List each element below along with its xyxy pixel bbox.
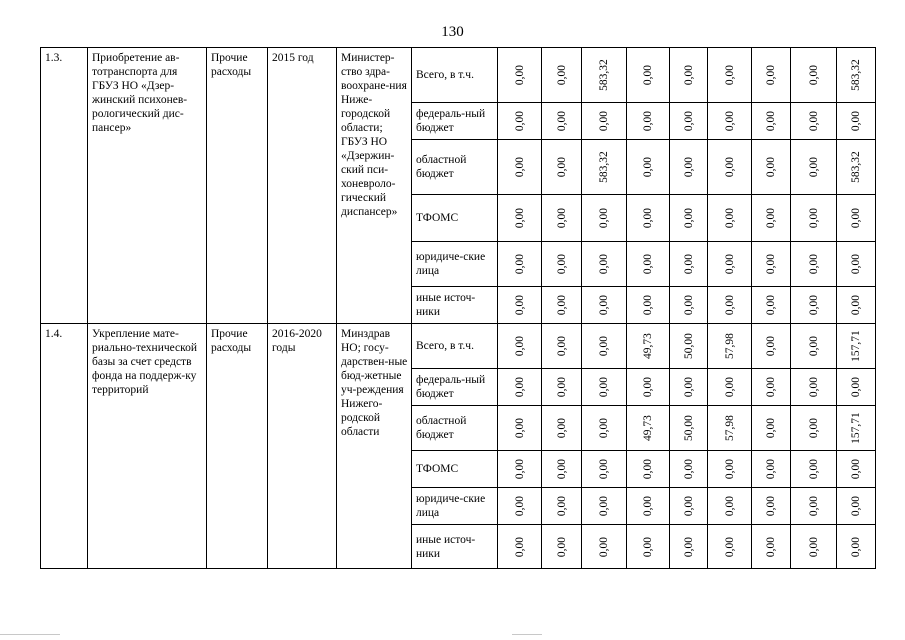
funding-source-cell: федераль-ный бюджет: [412, 103, 498, 140]
amount-value: 0,00: [555, 335, 568, 357]
amount-value: 0,00: [765, 110, 777, 132]
amount-value: 0,00: [513, 376, 526, 398]
amount-cell: [542, 48, 582, 103]
amount-cell: [752, 103, 791, 140]
amount-cell: [670, 242, 708, 287]
amount-cell: [837, 406, 876, 451]
amount-value: 50,00: [682, 415, 695, 441]
amount-value: 0,00: [598, 536, 610, 557]
amount-cell: [791, 369, 837, 406]
amount-value: 0,00: [598, 294, 610, 316]
amount-value: 0,00: [598, 207, 610, 229]
amount-cell: [627, 103, 670, 140]
amount-cell: [708, 195, 752, 242]
amount-cell: [542, 242, 582, 287]
amount-cell: [542, 324, 582, 369]
amount-cell: [498, 140, 542, 195]
amount-value: 0,00: [723, 294, 736, 316]
amount-cell: [542, 287, 582, 324]
funding-source-cell: иные источ-ники: [412, 287, 498, 324]
amount-cell: [752, 406, 791, 451]
amount-cell: [837, 103, 876, 140]
amount-value: 0,00: [555, 417, 568, 439]
amount-value: 0,00: [807, 495, 820, 517]
amount-cell: [791, 287, 837, 324]
amount-value: 0,00: [723, 376, 736, 398]
amount-value: 0,00: [642, 376, 654, 398]
amount-value: 0,00: [682, 495, 695, 517]
amount-value: 0,00: [513, 458, 526, 480]
amount-cell: [791, 451, 837, 488]
item-number-cell: 1.3.: [41, 48, 88, 324]
amount-value: 583,32: [850, 151, 862, 183]
amount-cell: [627, 242, 670, 287]
amount-value: 0,00: [807, 417, 820, 439]
amount-cell: [837, 525, 876, 569]
amount-cell: [542, 195, 582, 242]
amount-value: 0,00: [513, 207, 526, 229]
amount-cell: [670, 103, 708, 140]
scan-artifact-line: [0, 634, 60, 635]
funding-source-cell: областной бюджет: [412, 140, 498, 195]
period-cell: 2015 год: [268, 48, 337, 324]
amount-cell: [837, 451, 876, 488]
table-body: [41, 48, 876, 569]
amount-cell: [791, 195, 837, 242]
amount-cell: [498, 488, 542, 525]
amount-value: 0,00: [598, 335, 610, 357]
amount-cell: [627, 525, 670, 569]
amount-value: 583,32: [850, 59, 862, 91]
amount-value: 0,00: [723, 207, 736, 229]
amount-value: 0,00: [765, 207, 777, 229]
amount-cell: [791, 48, 837, 103]
amount-value: 0,00: [723, 495, 736, 517]
amount-value: 0,00: [513, 495, 526, 517]
period-cell: 2016-2020 годы: [268, 324, 337, 569]
amount-value: 0,00: [807, 536, 820, 557]
amount-value: 0,00: [555, 253, 568, 275]
amount-cell: [708, 324, 752, 369]
amount-cell: [582, 140, 627, 195]
amount-value: 0,00: [555, 64, 568, 86]
amount-cell: [708, 525, 752, 569]
amount-value: 0,00: [513, 156, 526, 178]
funding-source-cell: Всего, в т.ч.: [412, 48, 498, 103]
amount-cell: [708, 488, 752, 525]
amount-cell: [708, 369, 752, 406]
amount-cell: [498, 406, 542, 451]
amount-cell: [670, 369, 708, 406]
amount-cell: [837, 140, 876, 195]
amount-cell: [752, 369, 791, 406]
amount-value: 0,00: [682, 536, 695, 557]
amount-value: 157,71: [850, 330, 862, 362]
amount-cell: [791, 140, 837, 195]
amount-value: 0,00: [642, 253, 654, 275]
amount-cell: [542, 103, 582, 140]
amount-value: 0,00: [642, 110, 654, 132]
amount-cell: [498, 48, 542, 103]
amount-cell: [837, 324, 876, 369]
amount-value: 0,00: [555, 495, 568, 517]
amount-cell: [627, 406, 670, 451]
amount-value: 0,00: [765, 417, 777, 439]
amount-cell: [498, 287, 542, 324]
expense-type-cell: Прочие расходы: [207, 48, 268, 324]
amount-value: 0,00: [555, 294, 568, 316]
amount-value: 0,00: [765, 253, 777, 275]
amount-value: 0,00: [850, 294, 862, 316]
amount-value: 0,00: [682, 64, 695, 86]
amount-cell: [582, 324, 627, 369]
amount-value: 0,00: [723, 110, 736, 132]
amount-value: 0,00: [555, 207, 568, 229]
item-number-cell: 1.4.: [41, 324, 88, 569]
amount-cell: [708, 48, 752, 103]
table-row: [41, 324, 876, 369]
amount-value: 0,00: [598, 495, 610, 517]
amount-cell: [791, 488, 837, 525]
amount-value: 0,00: [807, 110, 820, 132]
amount-value: 0,00: [807, 64, 820, 86]
amount-value: 0,00: [807, 253, 820, 275]
amount-cell: [791, 242, 837, 287]
amount-value: 0,00: [682, 110, 695, 132]
item-name-cell: Укрепление мате-риально-технической базы за счет средств фонда на поддерж-ку территорий: [88, 324, 207, 569]
amount-cell: [582, 369, 627, 406]
amount-cell: [837, 488, 876, 525]
amount-cell: [791, 103, 837, 140]
amount-cell: [708, 287, 752, 324]
amount-cell: [627, 287, 670, 324]
amount-cell: [498, 324, 542, 369]
amount-value: 0,00: [682, 458, 695, 480]
amount-value: 0,00: [850, 376, 862, 398]
amount-value: 0,00: [765, 495, 777, 517]
amount-cell: [752, 242, 791, 287]
amount-value: 0,00: [513, 64, 526, 86]
funding-source-cell: ТФОМС: [412, 195, 498, 242]
amount-value: 0,00: [807, 294, 820, 316]
amount-value: 0,00: [723, 458, 736, 480]
amount-cell: [498, 451, 542, 488]
amount-cell: [837, 195, 876, 242]
amount-value: 0,00: [513, 335, 526, 357]
amount-cell: [582, 525, 627, 569]
executor-cell: Минздрав НО; госу-дарствен-ные бюд-жетные уч-реждения Нижего-родской области: [337, 324, 412, 569]
amount-cell: [708, 103, 752, 140]
amount-value: 0,00: [850, 458, 862, 480]
amount-cell: [498, 525, 542, 569]
amount-cell: [542, 488, 582, 525]
amount-value: 583,32: [598, 59, 610, 91]
amount-cell: [582, 406, 627, 451]
amount-cell: [627, 48, 670, 103]
amount-cell: [752, 140, 791, 195]
amount-cell: [752, 324, 791, 369]
amount-cell: [791, 406, 837, 451]
amount-value: 0,00: [642, 458, 654, 480]
amount-cell: [498, 369, 542, 406]
amount-value: 0,00: [723, 536, 736, 557]
amount-value: 0,00: [598, 376, 610, 398]
amount-cell: [708, 451, 752, 488]
amount-value: 0,00: [765, 156, 777, 178]
amount-cell: [670, 324, 708, 369]
amount-value: 0,00: [765, 376, 777, 398]
amount-value: 0,00: [555, 536, 568, 557]
amount-cell: [752, 451, 791, 488]
amount-value: 0,00: [765, 458, 777, 480]
amount-cell: [837, 287, 876, 324]
amount-cell: [542, 406, 582, 451]
amount-cell: [670, 48, 708, 103]
funding-source-cell: юридиче-ские лица: [412, 488, 498, 525]
amount-value: 0,00: [555, 376, 568, 398]
page-number: 130: [441, 24, 464, 40]
amount-value: 57,98: [723, 415, 736, 441]
amount-cell: [837, 48, 876, 103]
amount-value: 0,00: [807, 156, 820, 178]
amount-cell: [627, 451, 670, 488]
amount-value: 0,00: [807, 335, 820, 357]
amount-value: 0,00: [642, 64, 654, 86]
amount-cell: [670, 488, 708, 525]
amount-value: 0,00: [807, 376, 820, 398]
amount-cell: [627, 369, 670, 406]
amount-cell: [752, 48, 791, 103]
amount-cell: [582, 488, 627, 525]
funding-source-cell: федераль-ный бюджет: [412, 369, 498, 406]
amount-cell: [837, 242, 876, 287]
amount-value: 0,00: [555, 156, 568, 178]
amount-value: 0,00: [723, 64, 736, 86]
amount-cell: [752, 488, 791, 525]
amount-value: 0,00: [598, 253, 610, 275]
amount-value: 0,00: [765, 335, 777, 357]
amount-value: 0,00: [642, 536, 654, 557]
amount-cell: [582, 195, 627, 242]
amount-value: 0,00: [765, 64, 777, 86]
amount-cell: [582, 103, 627, 140]
amount-cell: [837, 369, 876, 406]
amount-value: 0,00: [682, 156, 695, 178]
amount-cell: [670, 525, 708, 569]
funding-source-cell: юридиче-ские лица: [412, 242, 498, 287]
amount-value: 49,73: [642, 333, 654, 359]
amount-cell: [627, 195, 670, 242]
amount-value: 0,00: [850, 253, 862, 275]
amount-cell: [582, 287, 627, 324]
amount-value: 0,00: [598, 458, 610, 480]
amount-value: 0,00: [807, 207, 820, 229]
amount-cell: [498, 195, 542, 242]
item-name-cell: Приобретение ав-тотранспорта для ГБУЗ НО «Дзер-жинский психонев-рологический дис-пансер»: [88, 48, 207, 324]
amount-cell: [791, 324, 837, 369]
amount-cell: [670, 140, 708, 195]
executor-cell: Министер-ство здра-воохране-ния Ниже-городской области; ГБУЗ НО «Дзержин-ский пси-хоневроло-гический диспансер»: [337, 48, 412, 324]
amount-value: 0,00: [807, 458, 820, 480]
amount-value: 57,98: [723, 333, 736, 359]
financing-table: [40, 47, 876, 569]
amount-value: 0,00: [642, 156, 654, 178]
amount-cell: [670, 406, 708, 451]
amount-value: 0,00: [850, 207, 862, 229]
amount-value: 0,00: [598, 110, 610, 132]
amount-value: 0,00: [555, 458, 568, 480]
table-row: [41, 48, 876, 103]
amount-cell: [582, 451, 627, 488]
amount-value: 0,00: [513, 417, 526, 439]
amount-value: 0,00: [723, 253, 736, 275]
amount-value: 50,00: [682, 333, 695, 359]
amount-value: 0,00: [598, 417, 610, 439]
amount-value: 0,00: [642, 207, 654, 229]
amount-cell: [582, 242, 627, 287]
amount-value: 0,00: [513, 110, 526, 132]
funding-source-cell: иные источ-ники: [412, 525, 498, 569]
amount-value: 0,00: [642, 294, 654, 316]
amount-value: 49,73: [642, 415, 654, 441]
amount-cell: [627, 488, 670, 525]
amount-value: 0,00: [850, 536, 862, 557]
amount-cell: [498, 242, 542, 287]
amount-cell: [708, 242, 752, 287]
amount-cell: [670, 451, 708, 488]
amount-value: 583,32: [598, 151, 610, 183]
amount-cell: [670, 287, 708, 324]
amount-value: 0,00: [850, 495, 862, 517]
amount-cell: [791, 525, 837, 569]
amount-cell: [752, 195, 791, 242]
amount-value: 157,71: [850, 412, 862, 444]
amount-value: 0,00: [513, 294, 526, 316]
amount-value: 0,00: [642, 495, 654, 517]
amount-cell: [582, 48, 627, 103]
amount-cell: [542, 140, 582, 195]
amount-value: 0,00: [682, 207, 695, 229]
amount-cell: [627, 324, 670, 369]
amount-value: 0,00: [682, 376, 695, 398]
amount-cell: [708, 140, 752, 195]
amount-value: 0,00: [682, 253, 695, 275]
expense-type-cell: Прочие расходы: [207, 324, 268, 569]
amount-value: 0,00: [555, 110, 568, 132]
amount-cell: [542, 525, 582, 569]
amount-value: 0,00: [765, 294, 777, 316]
amount-value: 0,00: [513, 253, 526, 275]
amount-value: 0,00: [682, 294, 695, 316]
amount-value: 0,00: [723, 156, 736, 178]
amount-value: 0,00: [850, 110, 862, 132]
amount-cell: [752, 287, 791, 324]
funding-source-cell: областной бюджет: [412, 406, 498, 451]
amount-cell: [627, 140, 670, 195]
amount-cell: [542, 369, 582, 406]
amount-cell: [670, 195, 708, 242]
amount-cell: [708, 406, 752, 451]
amount-cell: [498, 103, 542, 140]
amount-value: 0,00: [513, 536, 526, 557]
amount-cell: [542, 451, 582, 488]
funding-source-cell: ТФОМС: [412, 451, 498, 488]
funding-source-cell: Всего, в т.ч.: [412, 324, 498, 369]
scan-artifact-line: [512, 634, 542, 635]
amount-value: 0,00: [765, 536, 777, 557]
amount-cell: [752, 525, 791, 569]
